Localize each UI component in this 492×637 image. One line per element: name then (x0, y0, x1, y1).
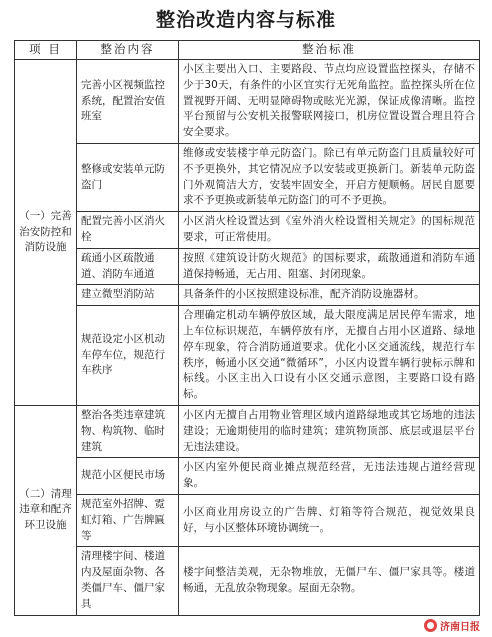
content-cell: 规范设定小区机动车停车位，规范行车秩序 (77, 306, 179, 406)
content-cell: 建立微型消防站 (77, 285, 179, 306)
standard-cell: 按照《建筑设计防火规范》的国标要求，疏散通道和消防车通道保持畅通，无占用、阻塞、封闭现象。 (179, 248, 480, 285)
table-row (15, 143, 480, 211)
page-title: 整治改造内容与标准 (155, 9, 336, 31)
table-row (15, 306, 480, 406)
standards-table (14, 40, 480, 616)
content-cell: 配置完善小区消火栓 (77, 212, 179, 249)
standard-cell: 小区消火栓设置达到《室外消火栓设置相关规定》的国标规范要求，可正常使用。 (179, 212, 480, 249)
table-row (15, 405, 480, 457)
table-row (15, 547, 480, 615)
content-cell: 完善小区视频监控系统，配置治安值班室 (77, 60, 179, 144)
standard-cell: 楼宇间整洁美观，无杂物堆放，无僵尸车、僵尸家具等。楼道畅通，无乱放杂物现象。屋面无杂物。 (179, 547, 480, 615)
content-cell: 整修或安装单元防盗门 (77, 143, 179, 211)
header-content: 整治内容 (77, 41, 179, 60)
content-cell: 规范小区便民市场 (77, 458, 179, 495)
table-row (15, 60, 480, 144)
standard-cell: 维修或安装楼宇单元防盗门。除已有单元防盗门且质量较好可不予更换外，其它情况应予以安装或更换新门。新装单元防盗门外观简洁大方，安装牢固安全，开启方便顺畅。居民自愿要求不予更换或新装单元防盗门的可不予更换。 (179, 143, 480, 211)
standard-cell: 小区内室外便民商业摊点规范经营，无违法违规占道经营现象。 (179, 458, 480, 495)
header-standard: 整治标准 (179, 41, 480, 60)
table-row (15, 285, 480, 306)
category-cell: （二）清理违章和配齐环卫设施 (15, 405, 77, 615)
content-cell: 规范室外招牌、霓虹灯箱、广告牌匾等 (77, 494, 179, 546)
header-item: 项 目 (15, 41, 77, 60)
newspaper-logo-icon (424, 619, 437, 632)
content-cell: 整治各类违章建筑物、构筑物、临时建筑 (77, 405, 179, 457)
category-cell: （一）完善治安防控和消防设施 (15, 60, 77, 406)
watermark-text: 济南日报 (440, 622, 480, 633)
watermark (422, 618, 482, 633)
table-row (15, 212, 480, 249)
table-header-row (15, 41, 480, 60)
standard-cell: 具备条件的小区按照建设标准，配齐消防设施器材。 (179, 285, 480, 306)
standard-cell: 合理确定机动车辆停放区域，最大限度满足居民停车需求，地上车位标识规范，车辆停放有序，无擅自占用小区道路、绿地停车现象，符合消防通道要求。优化小区交通流线，规范行车秩序，畅通小区交通“微循环”，小区内设置车辆行驶标示牌和标线。小区主出入口设有小区交通示意图，主要路口设有路标。 (179, 306, 480, 406)
table-row (15, 458, 480, 495)
content-cell: 清理楼宇间、楼道内及屋面杂物、各类僵尸车、僵尸家具 (77, 547, 179, 615)
standard-cell: 小区商业用房设立的广告牌、灯箱等符合规范，视觉效果良好，与小区整体环境协调统一。 (179, 494, 480, 546)
table-row (15, 248, 480, 285)
standard-cell: 小区主要出入口、主要路段、节点均应设置监控探头，存储不少于30天，有条件的小区宜实行无死角监控。监控探头所在位置视野开阔、无明显障碍物或眩光光源，保证成像清晰。监控平台预留与公安机关报警联网接口，机房位置设置合理且符合安全要求。 (179, 60, 480, 144)
standard-cell: 小区内无擅自占用物业管理区域内道路绿地或其它场地的违法建设；无逾期使用的临时建筑；建筑物顶部、底层或退层平台无违法建设。 (179, 405, 480, 457)
content-cell: 疏通小区疏散通道、消防车通道 (77, 248, 179, 285)
table-row (15, 494, 480, 546)
